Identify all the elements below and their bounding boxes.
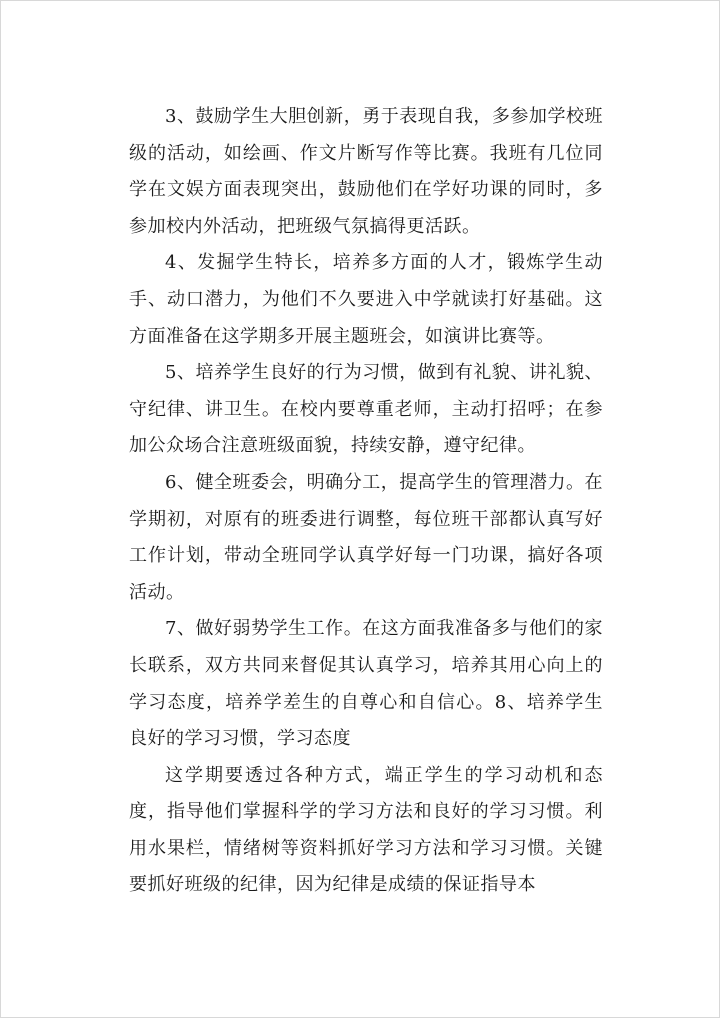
paragraph-item-4: 4、发掘学生特长，培养多方面的人才，锻炼学生动手、动口潜力，为他们不久要进入中学就读打好基础。这方面准备在这学期多开展主题班会，如演讲比赛等。	[129, 252, 603, 347]
paragraph-study-habits: 这学期要透过各种方式，端正学生的学习动机和态度，指导他们掌握科学的学习方法和良好的学习习惯。利用水果栏，情绪树等资料抓好学习方法和学习习惯。关键要抓好班级的纪律，因为纪律是成绩的保证指导本	[129, 764, 603, 896]
paragraph-item-5: 5、培养学生良好的行为习惯，做到有礼貌、讲礼貌、守纪律、讲卫生。在校内要尊重老师，主动打招呼；在参加公众场合注意班级面貌，持续安静，遵守纪律。	[129, 362, 603, 457]
paragraph-item-6: 6、健全班委会，明确分工，提高学生的管理潜力。在学期初，对原有的班委进行调整，每位班干部都认真写好工作计划，带动全班同学认真学好每一门功课，搞好各项活动。	[129, 471, 603, 603]
paragraph-item-7: 7、做好弱势学生工作。在这方面我准备多与他们的家长联系，双方共同来督促其认真学习，培养其用心向上的学习态度，培养学差生的自尊心和自信心。8、培养学生良好的学习习惯，学习态度	[129, 618, 603, 750]
document-body	[129, 99, 603, 904]
paragraph-item-3: 3、鼓励学生大胆创新，勇于表现自我，多参加学校班级的活动，如绘画、作文片断写作等比赛。我班有几位同学在文娱方面表现突出，鼓励他们在学好功课的同时，多参加校内外活动，把班级气氛搞得更活跃。	[129, 106, 603, 237]
